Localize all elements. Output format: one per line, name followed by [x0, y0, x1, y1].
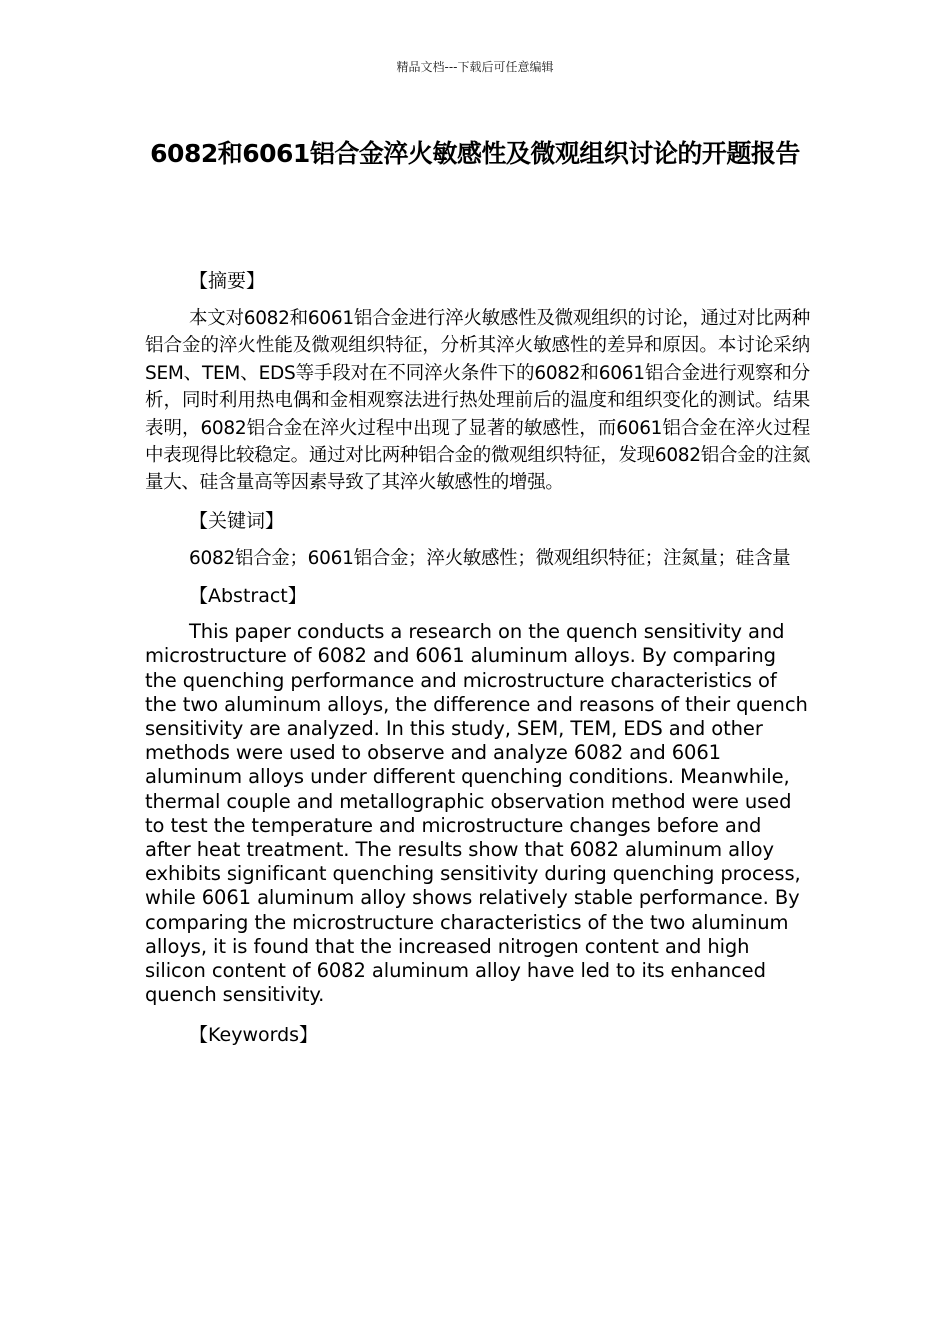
abstract-en-heading: 【Abstract】 — [189, 585, 307, 608]
document-title: 6082和6061铝合金淬火敏感性及微观组织讨论的开题报告 — [150, 139, 800, 168]
abstract-en-text: This paper conducts a research on the quench sensitivity and microstructure of 6082 and 6061 aluminum alloys. By comparing the quenching performance and microstructure characteristics of the two aluminum alloys, the difference and reasons of their quench sensitivity are analyzed. In this study, SEM, TEM, EDS and other methods were used to observe and analyze 6082 and 6061 aluminum alloys under different quenching conditions. Meanwhile, thermal couple and metallographic observation method were used to test the temperature and microstructure changes before and after heat treatment. The results show that 6082 aluminum alloy exhibits significant quenching sensitivity during quenching process, while 6061 aluminum alloy shows relatively stable performance. By comparing the microstructure characteristics of the two aluminum alloys, it is found that the increased nitrogen content and high silicon content of 6082 aluminum alloy have led to its enhanced quench sensitivity. — [145, 620, 808, 1007]
document-body — [145, 268, 810, 1059]
page-header: 精品文档---下载后可任意编辑 — [396, 60, 554, 74]
keywords-cn-heading: 【关键词】 — [189, 509, 285, 532]
abstract-cn-heading: 【摘要】 — [189, 270, 266, 292]
abstract-cn-text: 本文对6082和6061铝合金进行淬火敏感性及微观组织的讨论，通过对比两种铝合金的淬火性能及微观组织特征，分析其淬火敏感性的差异和原因。本讨论采纳SEM、TEM、EDS等手段对在不同淬火条件下的6082和6061铝合金进行观察和分析，同时利用热电偶和金相观察法进行热处理前后的温度和组织变化的测试。结果表明，6082铝合金在淬火过程中出现了显著的敏感性，而6061铝合金在淬火过程中表现得比较稳定。通过对比两种铝合金的微观组织特征，发现6082铝合金的注氮量大、硅含量高等因素导致了其淬火敏感性的增强。 — [145, 308, 810, 494]
keywords-en-heading: 【Keywords】 — [189, 1023, 319, 1046]
keywords-cn-text: 6082铝合金；6061铝合金；淬火敏感性；微观组织特征；注氮量；硅含量 — [189, 547, 791, 569]
